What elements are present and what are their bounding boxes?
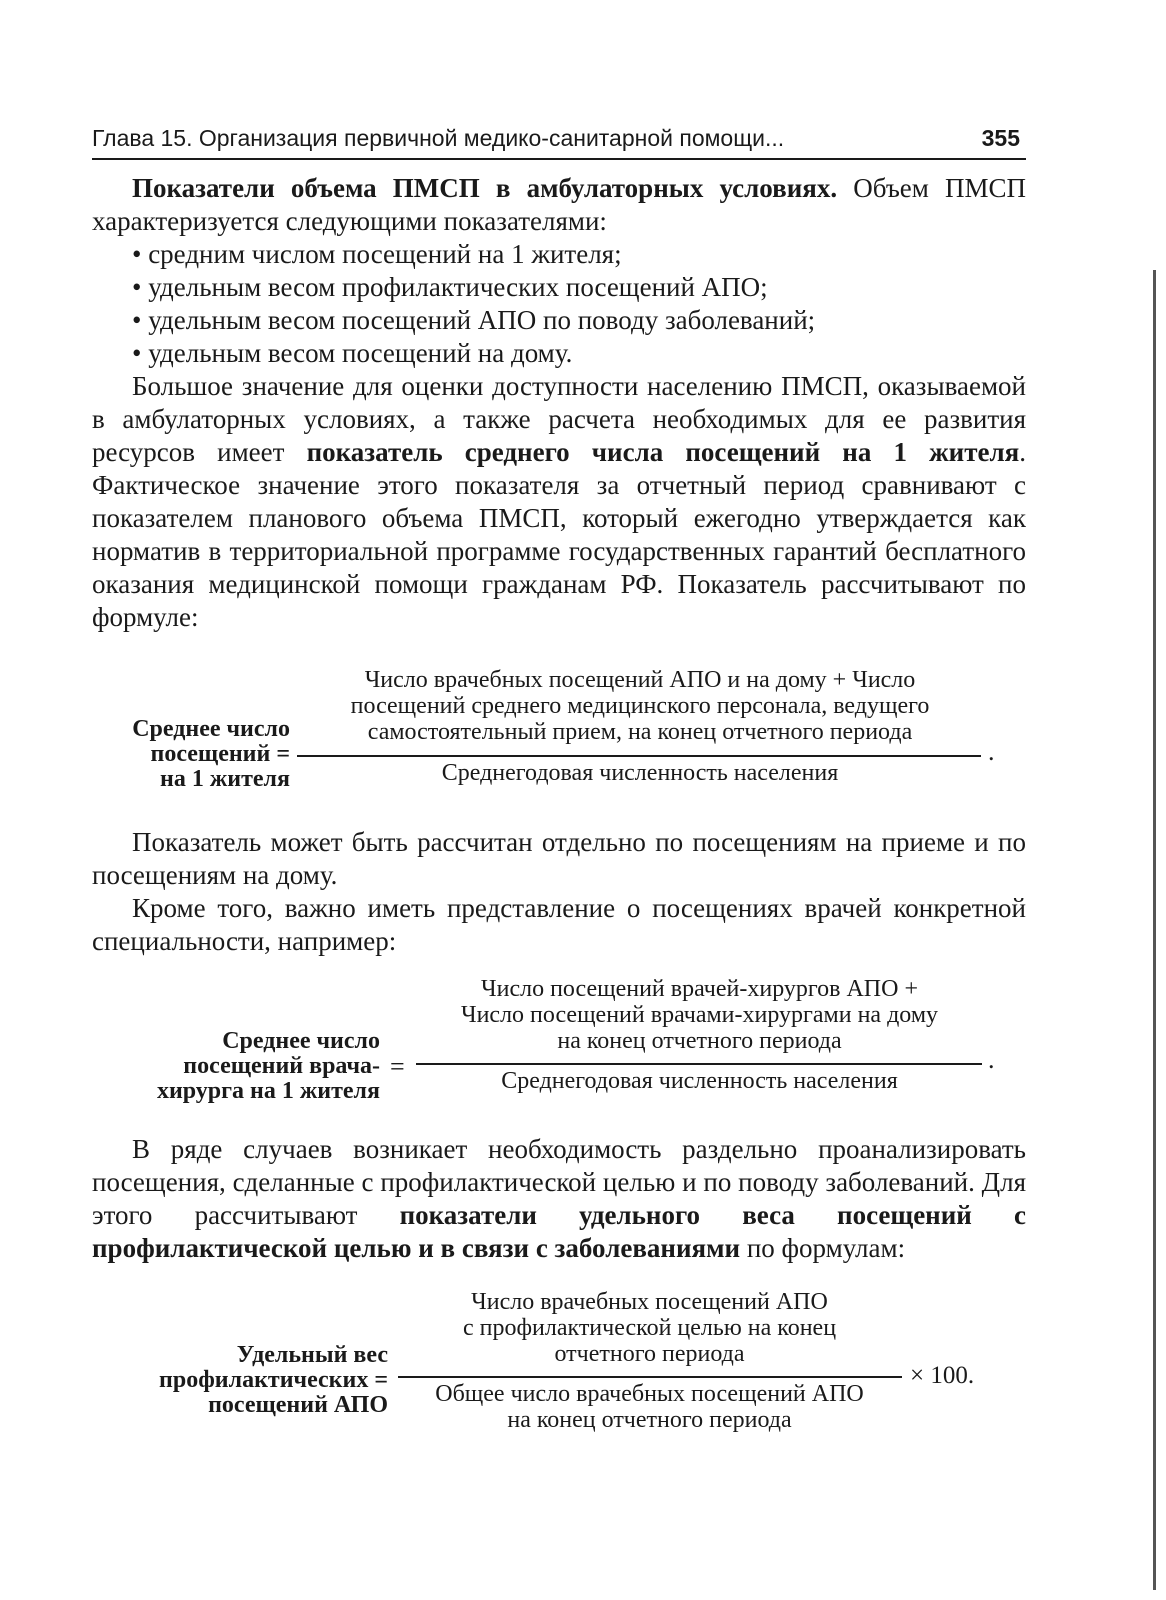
chapter-title: Глава 15. Организация первичной медико-санитарной помощи... [92,125,785,151]
section-intro: Объем ПМСП характеризуется следующими показателями: [92,173,1026,236]
numerator-line: отчетного периода [554,1341,745,1367]
text-run: . Фактическое значение этого показателя за отчетный период сравнивают с показателем планового объема ПМСП, который ежегодно утверждается как норматив в территориальной программе государственных гарантий бесплатного оказания медицинской помощи гражданам РФ. Показатель рассчитывают по формуле: [92,437,1026,632]
formula-denominator [392,1381,907,1433]
fraction-bar [416,1063,982,1065]
section-heading-paragraph [92,172,1026,238]
text-run: по формулам: [740,1233,906,1263]
formula-label [150,1029,380,1104]
paragraph-proportion [92,1133,1026,1265]
formula-label-line: на 1 жителя [160,766,290,792]
formula-denominator: Среднегодовая численность населения [501,1068,898,1094]
paragraph-group [92,826,1026,958]
formula-period: . [988,1045,995,1074]
formula-numerator [392,1289,907,1367]
numerator-line: посещений среднего медицинского персонала, ведущего [350,693,930,719]
numerator-line: Число посещений врачей-хирургов АПО + [481,976,918,1002]
numerator-line: Число врачебных посещений АПО [471,1289,828,1315]
section-heading: Показатели объема ПМСП в амбулаторных условиях. [132,173,838,203]
text-run: Большое значение для оценки доступности населению ПМСП, оказываемой в амбулаторных условиях, а также расчета необходимых для ее развития ресурсов имеет [92,371,1026,467]
formula-label-line: посещений АПО [208,1392,388,1418]
text-run: В ряде случаев возникает необходимость раздельно проанализировать посещения, сделанные с профилактической целью и по поводу заболеваний. Для этого рассчитывают [92,1134,1026,1230]
formula-label-line: Удельный вес [236,1342,388,1368]
numerator-line: Число врачебных посещений АПО и на дому + Число [364,667,916,693]
formula-label-line: хирурга на 1 жителя [156,1078,380,1104]
formula-label [110,1343,388,1418]
equals-sign: = [390,1052,405,1081]
fraction-bar [398,1376,902,1378]
fraction-bar [297,755,981,757]
numerator-line: на конец отчетного периода [557,1028,842,1054]
formula-label-line: посещений = [150,741,290,767]
formula-label-line: посещений врача- [183,1053,380,1079]
running-header [92,118,1026,160]
paragraph-group [92,1133,1026,1265]
scan-edge [1153,270,1156,1590]
paragraph-specialty: Кроме того, важно иметь представление о посещениях врачей конкретной специальности, например: [92,893,1026,956]
formula-period: . [988,737,995,766]
list-item: • удельным весом посещений АПО по поводу заболеваний; [132,304,1026,337]
formula-multiplier: × 100. [910,1362,975,1389]
page-number: 355 [981,125,1020,151]
indicator-list [92,238,1026,370]
paragraph-average-visits [92,370,1026,634]
numerator-line: самостоятельный прием, на конец отчетного периода [367,719,913,745]
section-volume-indicators [92,172,1026,634]
formula-label-line: профилактических = [159,1367,388,1393]
denominator-line: на конец отчетного периода [507,1407,792,1433]
formula-denominator: Среднегодовая численность населения [441,760,839,786]
formula-label-line: Среднее число [222,1028,380,1054]
list-item: • удельным весом посещений на дому. [132,337,1026,370]
numerator-line: с профилактической целью на конец [462,1315,837,1341]
list-item: • удельным весом профилактических посещений АПО; [132,271,1026,304]
bold-term: показатели удельного веса посещений с профилактической целью и в связи с заболеваниями [92,1200,1026,1263]
paragraph-separate-calc: Показатель может быть рассчитан отдельно по посещениям на приеме и по посещениям на дому. [92,827,1026,890]
formula-numerator [412,976,987,1054]
bold-term: показатель среднего числа посещений на 1 жителя [306,437,1020,467]
formula-numerator [295,667,985,745]
numerator-line: Число посещений врачами-хирургами на дому [460,1002,939,1028]
denominator-line: Общее число врачебных посещений АПО [435,1381,864,1407]
formula-label-line: Среднее число [132,716,290,742]
formula-label [70,717,290,792]
list-item: • средним числом посещений на 1 жителя; [132,238,1026,271]
